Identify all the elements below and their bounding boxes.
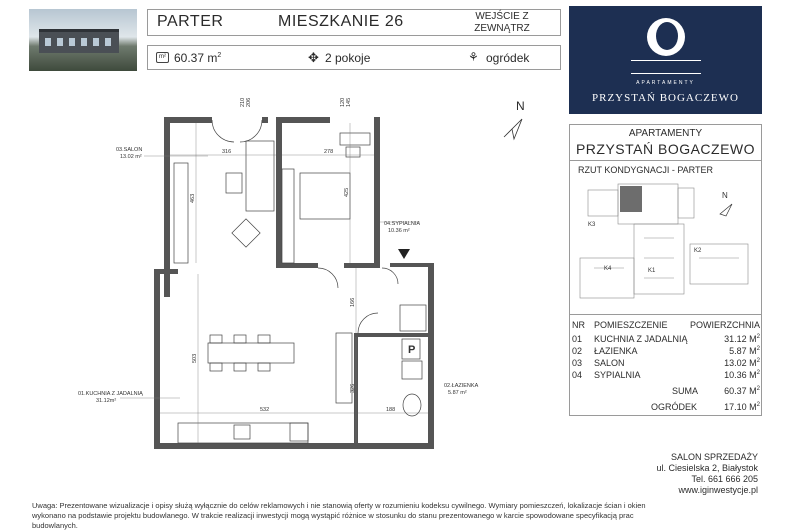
bedroom-area: 10.36 m²	[388, 228, 410, 234]
dim-278: 278	[324, 149, 334, 155]
panel-divider	[569, 160, 762, 161]
panel-brand1: APARTAMENTY	[628, 128, 703, 139]
row-2-sup: 2	[756, 346, 760, 352]
row-1-name: KUCHNIA Z JADALNIĄ	[594, 334, 688, 344]
dim-166: 166	[350, 297, 356, 307]
row-2-name: ŁAZIENKA	[594, 346, 638, 356]
garden-value-text: 17.10 M	[724, 402, 757, 412]
garden-area-value	[724, 402, 760, 412]
north-label: N	[516, 99, 525, 113]
highlighted-unit	[620, 186, 642, 212]
dim-120: 120	[340, 97, 346, 107]
entry-info	[458, 11, 546, 35]
salon-area: 13.02 m²	[120, 154, 142, 160]
row-3-name: SALON	[594, 358, 625, 368]
dim-503: 503	[192, 353, 198, 363]
sales-line2: ul. Ciesielska 2, Białystok	[656, 463, 758, 473]
table-header-area: POWIERZCHNIA	[689, 320, 760, 330]
key-k2: K2	[694, 248, 702, 254]
row-4-name: SYPIALNIA	[594, 370, 641, 380]
dim-210: 210	[240, 97, 246, 107]
table-header-room: POMIESZCZENIE	[594, 320, 668, 330]
row-2-area-text: 5.87 M	[729, 346, 757, 356]
area-value	[174, 51, 221, 65]
row-2-nr: 02	[572, 346, 583, 356]
dim-425: 425	[344, 187, 350, 197]
row-4-area	[724, 370, 760, 380]
plant-icon: ⚘	[468, 50, 479, 64]
garden-sup: 2	[756, 402, 760, 408]
kitchen-label: 01.KUCHNIA Z JADALNIĄ	[78, 391, 143, 397]
row-2-area	[729, 346, 760, 356]
row-4-nr: 04	[572, 370, 583, 380]
panel-divider2	[569, 314, 762, 315]
garden-label: ogródek	[486, 51, 530, 65]
unit-label: MIESZKANIE 26	[278, 13, 404, 30]
kitchen-counter	[178, 423, 308, 443]
sum-value	[724, 386, 760, 396]
disclaimer-note: Uwaga: Prezentowane wizualizacje i opisy służą wyłącznie do celów reklamowych i nie stanowią oferty w rozumieniu kodeksu cywilnego. Wymiary pomieszczeń, lokalizacje ścian i okien wykonano na podstawie projektu budowlanego. W trakcie realizacji inwestycji mogą wystąpić różnice w stosunku do stanu prezentowanego w karcie spowodowane specyfikacją prac budowlanych.	[32, 501, 646, 530]
row-1-sup: 2	[756, 334, 760, 340]
sales-line3: Tel. 661 666 205	[691, 474, 758, 484]
brand-logo	[569, 6, 762, 114]
row-1-nr: 01	[572, 334, 583, 344]
wall-bottom-1	[154, 443, 354, 449]
entry-line2: ZEWNĄTRZ	[474, 23, 530, 34]
logo-line2: PRZYSTAŃ BOGACZEWO	[592, 92, 739, 104]
entry-line1: WEJŚCIE Z	[475, 11, 529, 22]
wall-top-1	[164, 117, 212, 123]
building-photo	[29, 9, 137, 71]
key-plan	[574, 178, 757, 310]
table-header-nr: NR	[572, 320, 585, 330]
floor-label: PARTER	[157, 13, 224, 30]
key-k1: K1	[648, 268, 656, 274]
dim-326: 326	[350, 383, 356, 393]
dim-145: 145	[346, 97, 352, 107]
row-3-area-text: 13.02 M	[724, 358, 757, 368]
dim-532: 532	[260, 407, 270, 413]
salon-label: 03.SALON	[116, 147, 143, 153]
move-arrows-icon: ✥	[308, 50, 319, 65]
kitchen-area: 31.12m²	[96, 398, 117, 404]
area-value-text: 60.37 m	[174, 51, 218, 65]
label-leaders	[100, 130, 450, 410]
moon-sail-icon	[647, 18, 685, 56]
wall-top-2	[262, 117, 268, 123]
key-k3: K3	[588, 222, 596, 228]
dim-188: 188	[386, 407, 396, 413]
row-3-nr: 03	[572, 358, 583, 368]
dim-206: 206	[246, 97, 252, 107]
wall-top-3	[278, 117, 330, 123]
bath-label: 02.ŁAZIENKA	[444, 383, 479, 389]
sales-website[interactable]: www.iginwestycje.pl	[678, 485, 758, 495]
row-1-area	[724, 334, 760, 344]
waves-icon	[631, 60, 701, 74]
row-3-sup: 2	[756, 358, 760, 364]
sum-value-text: 60.37 M	[724, 386, 757, 396]
north-arrow-icon	[500, 115, 526, 141]
key-north-arrow-icon	[720, 204, 732, 216]
hob	[290, 423, 308, 441]
key-north: N	[722, 191, 728, 200]
m2-icon: m²	[156, 52, 169, 63]
area-sup: 2	[217, 52, 222, 59]
logo-line1: APARTAMENTY	[636, 80, 695, 86]
bedroom-label: 04.SYPIALNIA	[384, 221, 421, 227]
bath-area: 5.87 m²	[448, 390, 467, 396]
dim-316: 316	[222, 149, 232, 155]
garden-area-label: OGRÓDEK	[651, 402, 698, 412]
sales-office	[656, 452, 758, 496]
rooms-count: 2 pokoje	[325, 51, 371, 65]
wall-bottom-2	[354, 443, 434, 449]
level-label: RZUT KONDYGNACJI - PARTER	[578, 165, 714, 175]
dim-463: 463	[190, 193, 196, 203]
row-4-area-text: 10.36 M	[724, 370, 757, 380]
sum-sup: 2	[756, 386, 760, 392]
row-3-area	[724, 358, 760, 368]
row-4-sup: 2	[756, 370, 760, 376]
sum-label: SUMA	[672, 386, 699, 396]
panel-brand2: PRZYSTAŃ BOGACZEWO	[575, 141, 756, 157]
sink	[234, 425, 250, 439]
key-k4: K4	[604, 266, 612, 272]
sales-line1: SALON SPRZEDAŻY	[670, 452, 758, 462]
parking-icon: P	[408, 344, 416, 356]
row-1-area-text: 31.12 M	[724, 334, 757, 344]
